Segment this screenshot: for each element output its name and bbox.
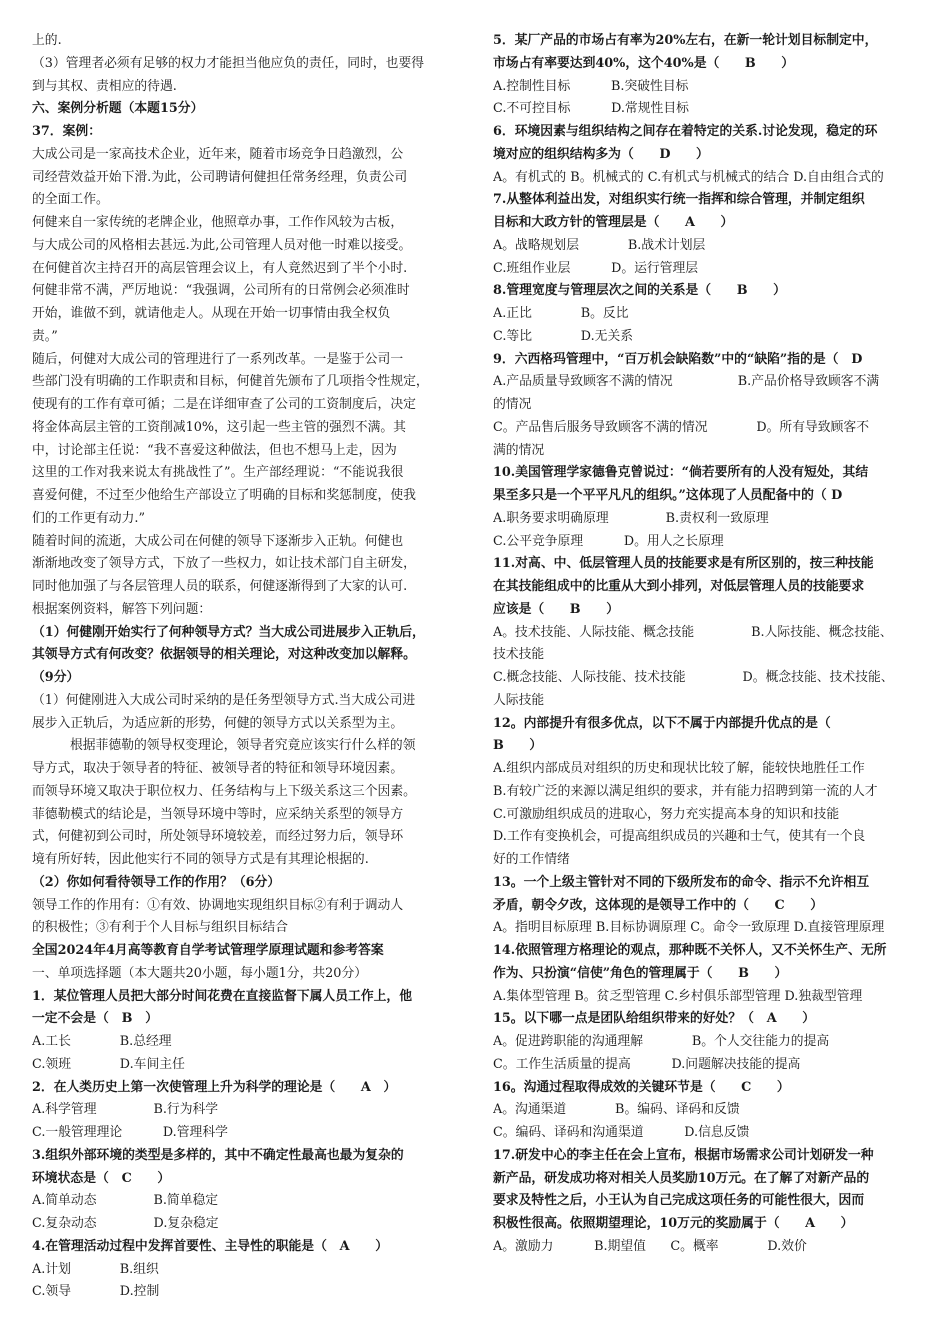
left-text-line: 导方式，取决于领导者的特征、被领导者的特征和领导环境因素。 (32, 761, 404, 776)
left-text-line: 司经营效益开始下滑.为此，公司聘请何健担任常务经理，负责公司 (32, 169, 408, 185)
right-text-line: A。沟通渠道 B。编码、译码和反馈 (493, 1102, 740, 1118)
left-text-line: 展步入正轨后，为适应新的形势，何健的领导方式以关系型为主。 (32, 715, 404, 731)
left-text-line: 六、案例分析题（本题15分） (32, 101, 204, 117)
right-text-line: 8.管理宽度与管理层次之间的关系是（ B ） (493, 283, 786, 299)
left-text-line: 菲德勒模式的结论是，当领导环境中等时，应采纳关系型的领导方 (32, 806, 404, 822)
left-text-line: C.一般管理理论 D.管理科学 (32, 1125, 228, 1140)
right-text-line: C.不可控目标 D.常规性目标 (493, 101, 689, 117)
left-text-line: 一定不会是（ B ） (32, 1011, 158, 1027)
right-text-line: A。战略规划层 B.战术计划层 (493, 237, 706, 253)
left-text-line: 些部门没有明确的工作职责和目标，何健首先颁布了几项指令性规定， (32, 374, 429, 390)
right-text-line: 应该是（ B ） (493, 601, 619, 617)
right-text-line: 境对应的组织结构多为（ D ） (493, 146, 709, 162)
left-text-line: 这里的工作对我来说太有挑战性了”。生产部经理说：“不能说我很 (32, 465, 404, 481)
right-text-line: C.公平竞争原理 D。用人之长原理 (493, 533, 724, 549)
left-text-line: 1．某位管理人员把大部分时间花费在直接监督下属人员工作上，他 (32, 988, 413, 1004)
right-text-line: 7.从整体利益出发，对组织实行统一指挥和综合管理，并制定组织 (493, 192, 865, 208)
left-text-line: 4.在管理活动过程中发挥首要性、主导性的职能是（ A ） (32, 1238, 389, 1254)
left-text-line: 与大成公司的风格相去甚远.为此,公司管理人员对他一时难以接受。 (32, 237, 412, 253)
right-text-line: A.控制性目标 B.突破性目标 (493, 78, 689, 94)
right-text-line: 13。一个上级主管针对不同的下级所发布的命令、指示不允许相互 (493, 874, 870, 890)
right-text-line: 17.研发中心的李主任在会上宣布，根据市场需求公司计划研发一种 (493, 1147, 874, 1163)
right-text-line: C。编码、译码和沟通渠道 D.信息反馈 (493, 1125, 750, 1140)
right-text-line: B ） (493, 738, 543, 754)
left-text-line: 渐渐地改变了领导方式，下放了一些权力，如让技术部门自主研发， (32, 556, 416, 572)
right-text-line: C。产品售后服务导致顾客不满的情况 D。所有导致顾客不 (493, 419, 869, 435)
left-text-line: 大成公司是一家高技术企业，近年来，随着市场竞争日趋激烈，公 (32, 146, 404, 162)
right-text-line: A.职务要求明确原理 B.责权利一致原理 (493, 510, 769, 526)
left-text-line: 喜爱何健，不过至少他给生产部设立了明确的目标和奖惩制度，使我 (32, 488, 416, 503)
left-text-line: 环境状态是（ C ） (32, 1170, 171, 1186)
right-text-line: C.等比 D.无关系 (493, 328, 634, 344)
right-text-line: C.可激励组织成员的进取心，努力充实提高本身的知识和技能 (493, 806, 840, 822)
left-text-line: 而领导环境又取决于职位权力、任务结构与上下级关系这三个因素。 (32, 783, 416, 799)
right-text-line: 作为、只扮演“信使”角色的管理属于（ B ） (493, 965, 788, 981)
left-text-line: 上的. (32, 33, 62, 48)
left-text-line: 境有所好转，因此他实行不同的领导方式是有其理论根据的. (32, 852, 369, 867)
right-text-line: C.概念技能、人际技能、技术技能 D。概念技能、技术技能、 (493, 670, 894, 685)
left-text-line: （3）管理者必须有足够的权力才能担当他应负的责任，同时，也要得 (32, 55, 425, 71)
left-text-line: 责。” (32, 328, 58, 344)
left-text-line: 全国2024年4月高等教育自学考试管理学原理试题和参考答案 (32, 943, 384, 958)
right-text-line: 要求及特性之后，小王认为自己完成这项任务的可能性很大，因而 (493, 1193, 865, 1209)
right-text-line: A.产品质量导致顾客不满的情况 B.产品价格导致顾客不满 (493, 374, 880, 390)
left-text-line: 2．在人类历史上第一次使管理上升为科学的理论是（ A ） (32, 1079, 397, 1095)
left-text-line: 37．案例： (32, 124, 101, 139)
right-text-line: 目标和大政方针的管理层是（ A ） (493, 215, 734, 230)
right-column (493, 30, 930, 1259)
left-text-line: 随着时间的流逝，大成公司在何健的领导下逐渐步入正轨。何健也 (32, 533, 404, 549)
right-text-line: 16。沟通过程取得成效的关键环节是（ C ） (493, 1079, 790, 1095)
right-text-line: 积极性很高。依照期望理论，10万元的奖励属于（ A ） (493, 1216, 854, 1231)
left-text-line: 开始，谁做不到，就请他走人。从现在开始一切事情由我全权负 (32, 306, 391, 321)
right-text-line: 9．六西格玛管理中，“百万机会缺陷数”中的“缺陷”指的是（ D (493, 351, 863, 367)
right-text-line: 市场占有率要达到40%，这个40%是（ B ） (493, 55, 795, 71)
left-text-line: 们的工作更有动力.” (32, 510, 145, 526)
left-text-line: （1）何健刚开始实行了何种领导方式？当大成公司进展步入正轨后， (32, 624, 425, 640)
right-text-line: 果至多只是一个平平凡凡的组织。”这体现了人员配备中的（ D (493, 488, 843, 503)
left-text-line: （9分） (32, 670, 80, 685)
right-text-line: C.班组作业层 D。运行管理层 (493, 260, 699, 276)
left-text-line: A.科学管理 B.行为科学 (32, 1102, 219, 1118)
right-text-line: 12。内部提升有很多优点，以下不属于内部提升优点的是（ (493, 715, 831, 731)
left-text-line: （2）你如何看待领导工作的作用？（6分） (32, 874, 281, 890)
right-text-line: 满的情况 (493, 442, 545, 458)
right-text-line: D.工作有变换机会，可提高组织成员的兴趣和士气，使其有一个良 (493, 829, 866, 845)
right-text-line: A。促进跨职能的沟通理解 B。个人交往能力的提高 (493, 1034, 830, 1049)
left-text-line: （1）何健刚进入大成公司时采纳的是任务型领导方式.当大成公司进 (32, 692, 416, 708)
left-text-line: 其领导方式有何改变？依据领导的相关理论，对这种改变加以解释。 (32, 647, 416, 663)
right-text-line: A。指明目标原理 B.目标协调原理 C。命令一致原理 D.直接管理原理 (493, 920, 885, 936)
left-text-line: C.领导 D.控制 (32, 1284, 160, 1300)
right-text-line: 技术技能 (493, 647, 545, 663)
left-text-line: A.计划 B.组织 (32, 1261, 159, 1277)
right-text-line: A.集体型管理 B。贫乏型管理 C.乡村俱乐部型管理 D.独裁型管理 (493, 988, 863, 1004)
left-text-line: 到与其权、责相应的待遇. (32, 78, 177, 94)
right-text-line: A。技术技能、人际技能、概念技能 B.人际技能、概念技能、 (493, 624, 893, 640)
left-text-line: 一、单项选择题（本大题共20小题，每小题1分，共20分） (32, 965, 368, 981)
left-text-line: 何健非常不满，严厉地说：“我强调，公司所有的日常例会必须准时 (32, 283, 410, 299)
right-text-line: 6．环境因素与组织结构之间存在着特定的关系.讨论发现，稳定的环 (493, 124, 878, 139)
right-text-line: 5．某厂产品的市场占有率为20%左右，在新一轮计划目标制定中， (493, 33, 878, 48)
right-text-line: 10.美国管理学家德鲁克曾说过：“倘若要所有的人没有短处，其结 (493, 465, 869, 481)
right-text-line: 新产品，研发成功将对相关人员奖励10万元。在了解了对新产品的 (493, 1170, 870, 1186)
right-text-line: 在其技能组成中的比重从大到小排列，对低层管理人员的技能要求 (493, 579, 865, 594)
left-text-line: 3.组织外部环境的类型是多样的，其中不确定性最高也最为复杂的 (32, 1147, 404, 1163)
left-text-line: 根据菲德勒的领导权变理论，领导者究竟应该实行什么样的领 (70, 738, 416, 754)
left-text-line: 何健来自一家传统的老牌企业，他照章办事，工作作风较为古板， (32, 215, 404, 230)
left-text-line: 在何健首次主持召开的高层管理会议上，有人竟然迟到了半个小时. (32, 260, 408, 276)
left-text-line: C.复杂动态 D.复杂稳定 (32, 1216, 219, 1231)
left-text-line: A.工长 B.总经理 (32, 1034, 172, 1049)
right-text-line: 的情况 (493, 397, 532, 412)
right-text-line: 14.依照管理方格理论的观点，那种既不关怀人，又不关怀生产、无所 (493, 943, 887, 958)
left-text-line: C.领班 D.车间主任 (32, 1056, 185, 1072)
left-text-line: 的积极性；③有利于个人目标与组织目标结合 (32, 920, 288, 936)
left-text-line: 根据案例资料，解答下列问题： (32, 601, 212, 617)
right-text-line: C。工作生活质量的提高 D.问题解决技能的提高 (493, 1056, 801, 1072)
right-text-line: 人际技能 (493, 692, 545, 708)
left-text-line: 领导工作的作用有：①有效、协调地实现组织目标②有利于调动人 (32, 897, 404, 913)
right-text-line: 11.对高、中、低层管理人员的技能要求是有所区别的，按三种技能 (493, 556, 874, 572)
left-text-line: 式，何健初到公司时，所处领导环境较差，而经过努力后，领导环 (32, 829, 404, 845)
right-text-line: 好的工作情绪 (493, 852, 570, 867)
left-text-line: 将金体高层主管的工资削减10%，这引起一些主管的强烈不满。其 (32, 419, 406, 435)
right-text-line: A。有机式的 B。机械式的 C.有机式与机械式的结合 D.自由组合式的 (493, 169, 884, 185)
left-text-line: 中，讨论部主任说：“我不喜爱这种做法，但也不想马上走，因为 (32, 442, 397, 458)
left-text-line: 使现有的工作有章可循；二是在详细审查了公司的工资制度后，决定 (32, 397, 416, 412)
right-text-line: B.有较广泛的来源以满足组织的要求，并有能力招聘到第一流的人才 (493, 783, 878, 799)
left-text-line: 的全面工作。 (32, 192, 109, 208)
left-column (32, 30, 468, 1304)
right-text-line: A.组织内部成员对组织的历史和现状比较了解，能较快地胜任工作 (493, 761, 865, 776)
right-text-line: 矛盾，朝令夕改，这体现的是领导工作中的（ C ） (493, 897, 824, 913)
left-text-line: 随后，何健对大成公司的管理进行了一系列改革。一是鉴于公司一 (32, 351, 404, 367)
left-text-line: 同时他加强了与各层管理人员的联系，何健逐渐得到了大家的认可. (32, 579, 408, 594)
right-text-line: A.正比 B。反比 (493, 306, 629, 321)
right-text-line: A。激励力 B.期望值 C。概率 D.效价 (493, 1238, 807, 1254)
right-text-line: 15。以下哪一点是团队给组织带来的好处？（ A ） (493, 1011, 816, 1027)
left-text-line: A.简单动态 B.简单稳定 (32, 1193, 219, 1209)
